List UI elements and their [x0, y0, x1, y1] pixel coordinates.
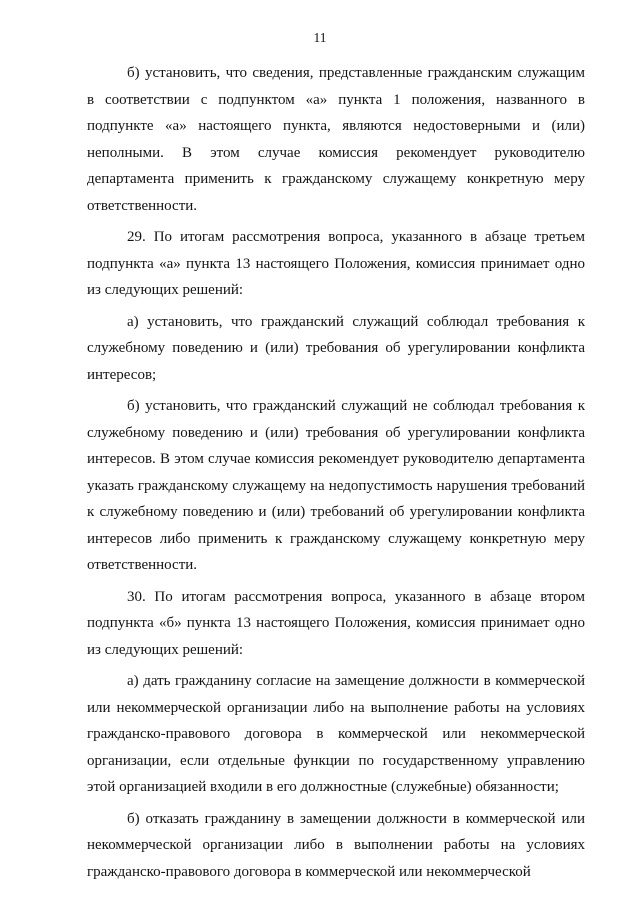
paragraph-30: 30. По итогам рассмотрения вопроса, указанного в абзаце втором подпункта «б» пункта 13 настоящего Положения, комиссия принимает одно из следующих решений: — [87, 588, 585, 658]
paragraph-29b: б) установить, что гражданский служащий не соблюдал требования к служебному поведению и (или) требования об урегулировании конфликта интересов. В этом случае комиссия рекомендует руководителю департамента указать гражданскому служащему на недопустимость нарушения требований к служебному поведению и (или) требований об урегулировании конфликта интересов либо применить к гражданскому служащему конкретную меру ответственности. — [87, 398, 585, 573]
paragraph-28b: б) установить, что сведения, представленные гражданским служащим в соответствии с подпунктом «а» пункта 1 положения, названного в подпункте «а» настоящего пункта, являются недостоверными и (или) неполными. В этом случае комиссия рекомендует руководителю департамента применить к гражданскому служащему конкретную меру ответственности. — [87, 65, 585, 214]
page-number: 11 — [313, 30, 327, 45]
paragraph-30b: б) отказать гражданину в замещении должности в коммерческой или некоммерческой организации либо в выполнении работы на условиях гражданско-правового договора в коммерческой или некоммерческой — [87, 810, 585, 880]
document-body — [87, 60, 585, 890]
paragraph-29: 29. По итогам рассмотрения вопроса, указанного в абзаце третьем подпункта «а» пункта 13 настоящего Положения, комиссия принимает одно из следующих решений: — [87, 229, 585, 298]
paragraph-29a: а) установить, что гражданский служащий соблюдал требования к служебному поведению и (или) требования об урегулировании конфликта интересов; — [87, 313, 585, 383]
paragraph-30a: а) дать гражданину согласие на замещение должности в коммерческой или некоммерческой организации либо на выполнение работы на условиях гражданско-правового договора в коммерческой или некоммерческой организации, если отдельные функции по государственному управлению этой организацией входили в его должностные (служебные) обязанности; — [87, 673, 585, 795]
